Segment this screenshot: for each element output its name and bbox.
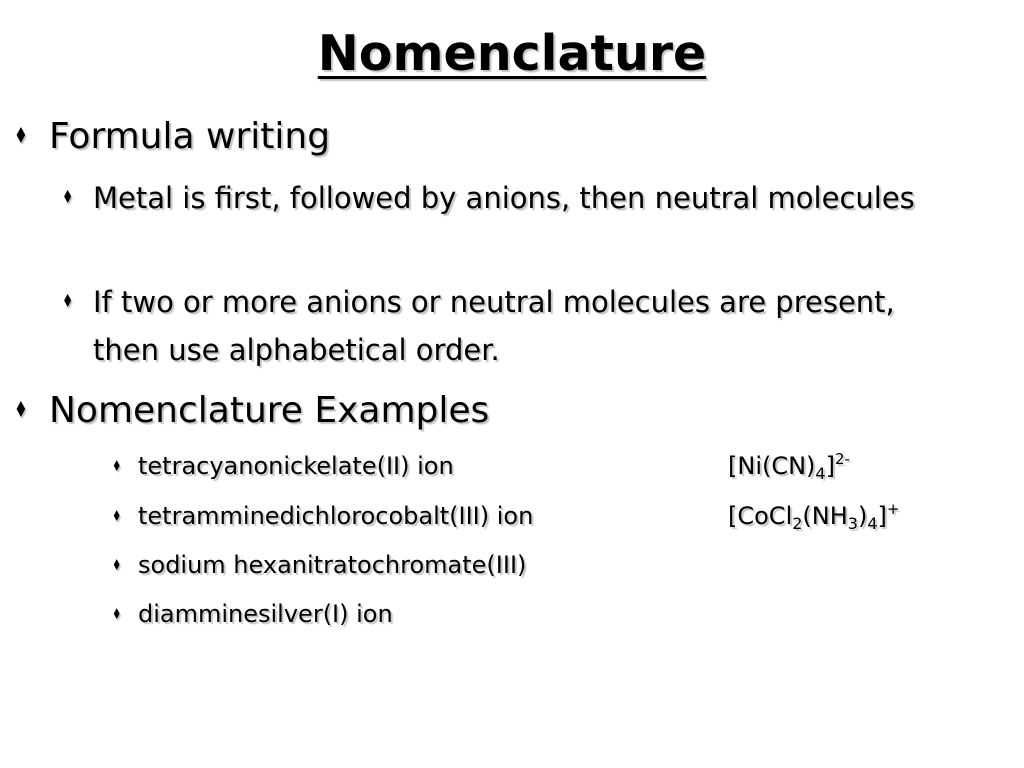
formula-writing-heading: Formula writing — [49, 116, 331, 157]
slide-title-text: Nomenclature — [317, 25, 707, 82]
diamond-bullet-icon: ♦ — [112, 556, 122, 574]
example-formula: $[Ni(CN)_4]^{2-}$ — [728, 450, 850, 483]
diamond-bullet-icon: ♦ — [112, 457, 122, 475]
example-name: sodium hexanitratochromate(III) — [138, 551, 527, 579]
formula-rule-2 — [62, 278, 952, 374]
formula-rule-1-text: Metal is first, followed by anions, then neutral molecules — [93, 181, 915, 215]
formula-rule-2-text: If two or more anions or neutral molecules are present, then use alphabetical order. — [93, 285, 895, 367]
diamond-bullet-icon: ♦ — [14, 124, 28, 149]
diamond-bullet-icon: ♦ — [112, 507, 122, 525]
formula-rule-1 — [62, 174, 952, 222]
example-name: diamminesilver(I) ion — [138, 600, 393, 628]
example-name: tetramminedichlorocobalt(III) ion — [138, 502, 534, 530]
diamond-bullet-icon: ♦ — [14, 398, 28, 423]
example-name: tetracyanonickelate(II) ion — [138, 452, 454, 480]
nomenclature-examples-heading: Nomenclature Examples — [49, 390, 490, 431]
charge-superscript: 2- — [834, 450, 850, 468]
example-formula: $[CoCl_2(NH_3)_4]^+$ — [728, 500, 900, 533]
diamond-bullet-icon: ♦ — [62, 291, 74, 312]
slide-title — [0, 22, 1024, 86]
diamond-bullet-icon: ♦ — [112, 605, 122, 623]
diamond-bullet-icon: ♦ — [62, 187, 74, 208]
charge-superscript: + — [886, 500, 900, 518]
